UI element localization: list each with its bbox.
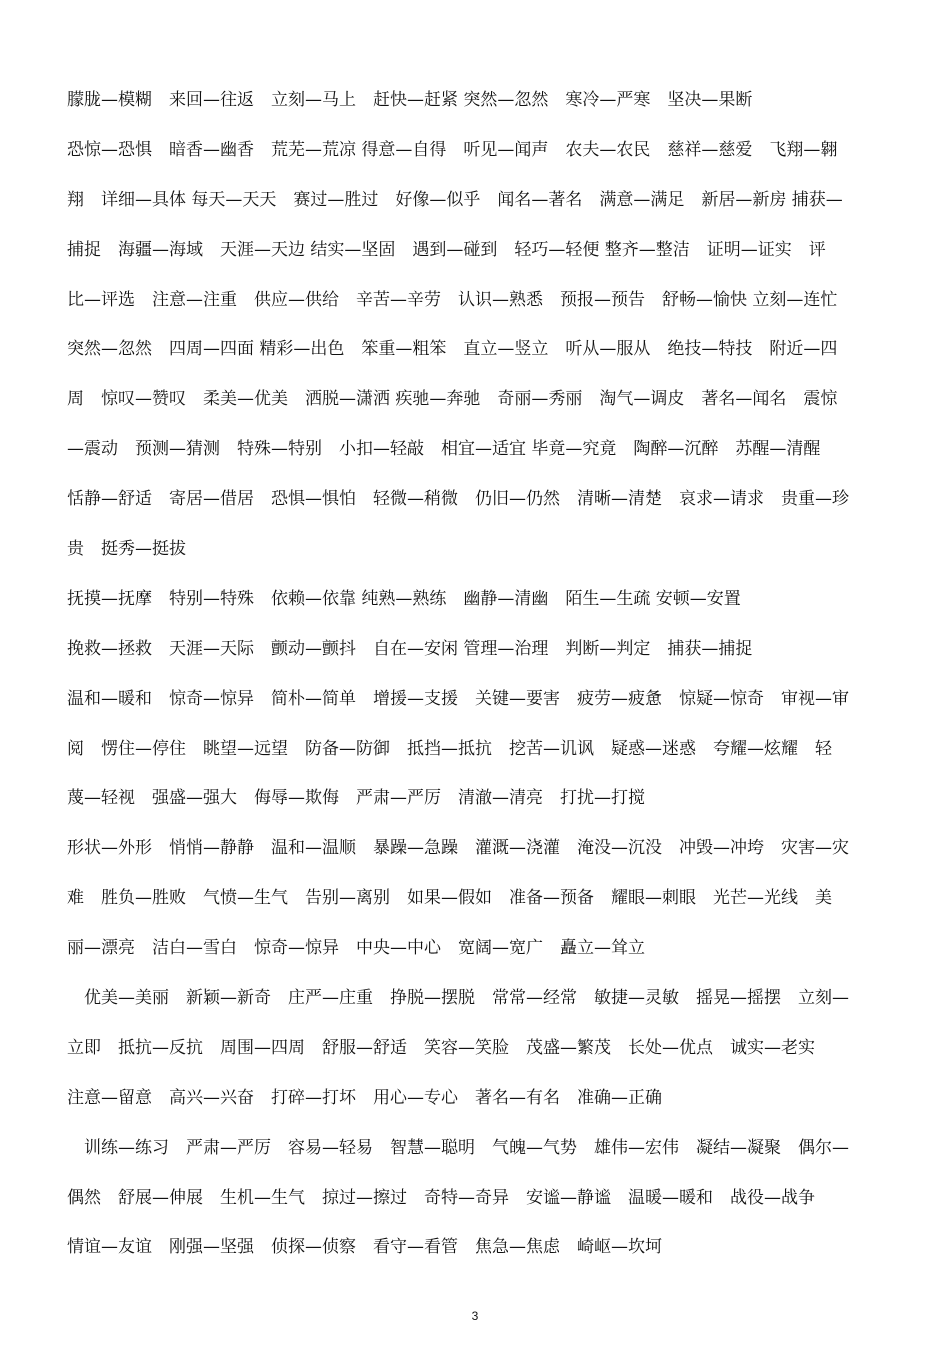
text-line-12: 挽救—拯救 天涯—天际 颤动—颤抖 自在—安闲 管理—治理 判断—判定 捕获—捕捉 [67, 638, 753, 659]
synonym-list [67, 76, 897, 1273]
text-line-1: 朦胧—模糊 来回—往返 立刻—马上 赶快—赶紧 突然—忽然 寒冷—严寒 坚决—果断 [67, 90, 753, 110]
text-line-4: 捕捉 海疆—海域 天涯—天边 结实—坚固 遇到—碰到 轻巧—轻便 整齐—整洁 证明—证实 评 [67, 239, 826, 260]
text-line-5: 比—评选 注意—注重 供应—供给 辛苦—辛劳 认识—熟悉 预报—预告 舒畅—愉快 立刻—连忙 [67, 289, 838, 310]
text-line-22: 训练—练习 严肃—严厉 容易—轻易 智慧—聪明 气魄—气势 雄伟—宏伟 凝结—凝聚 偶尔— [67, 1137, 849, 1158]
text-line-19: 优美—美丽 新颖—新奇 庄严—庄重 挣脱—摆脱 常常—经常 敏捷—灵敏 摇晃—摇摆 立刻— [67, 988, 849, 1009]
text-line-7: 周 惊叹—赞叹 柔美—优美 洒脱—潇洒 疾驰—奔驰 奇丽—秀丽 淘气—调皮 著名—闻名 震惊 [67, 389, 838, 410]
text-line-16: 形状—外形 悄悄—静静 温和—温顺 暴躁—急躁 灌溉—浇灌 淹没—沉没 冲毁—冲垮 灾害—灾 [67, 838, 849, 859]
text-line-11: 抚摸—抚摩 特别—特殊 依赖—依靠 纯熟—熟练 幽静—清幽 陌生—生疏 安顿—安置 [67, 588, 741, 609]
page-number: 3 [471, 1309, 479, 1323]
text-line-15: 蔑—轻视 强盛—强大 侮辱—欺侮 严肃—严厉 清澈—清亮 打扰—打搅 [67, 788, 645, 809]
text-line-10: 贵 挺秀—挺拔 [67, 539, 186, 560]
text-line-3: 翔 详细—具体 每天—天天 赛过—胜过 好像—似乎 闻名—著名 满意—满足 新居—新房 捕获— [67, 189, 843, 210]
text-line-14: 阅 愣住—停住 眺望—远望 防备—防御 抵挡—抵抗 挖苦—讥讽 疑惑—迷惑 夸耀—炫耀 轻 [67, 738, 832, 759]
text-line-20: 立即 抵抗—反抗 周围—四周 舒服—舒适 笑容—笑脸 茂盛—繁茂 长处—优点 诚实—老实 [67, 1037, 815, 1058]
text-line-2: 恐惊—恐惧 暗香—幽香 荒芜—荒凉 得意—自得 听见—闻声 农夫—农民 慈祥—慈爱 飞翔—翱 [67, 139, 838, 160]
text-line-8: —震动 预测—猜测 特殊—特别 小扣—轻敲 相宜—适宜 毕竟—究竟 陶醉—沉醉 苏醒—清醒 [67, 439, 821, 460]
text-line-6: 突然—忽然 四周—四面 精彩—出色 笨重—粗笨 直立—竖立 听从—服从 绝技—特技 附近—四 [67, 339, 838, 360]
text-line-9: 恬静—舒适 寄居—借居 恐惧—惧怕 轻微—稍微 仍旧—仍然 清晰—清楚 哀求—请求 贵重—珍 [67, 489, 849, 510]
text-line-17: 难 胜负—胜败 气愤—生气 告别—离别 如果—假如 准备—预备 耀眼—刺眼 光芒—光线 美 [67, 888, 832, 909]
text-line-24: 情谊—友谊 刚强—坚强 侦探—侦察 看守—看管 焦急—焦虑 崎岖—坎坷 [67, 1237, 662, 1258]
text-line-21: 注意—留意 高兴—兴奋 打碎—打坏 用心—专心 著名—有名 准确—正确 [67, 1087, 662, 1108]
text-line-18: 丽—漂亮 洁白—雪白 惊奇—惊异 中央—中心 宽阔—宽广 矗立—耸立 [67, 938, 645, 959]
text-line-13: 温和—暖和 惊奇—惊异 简朴—简单 增援—支援 关键—要害 疲劳—疲惫 惊疑—惊奇 审视—审 [67, 688, 849, 709]
text-line-23: 偶然 舒展—伸展 生机—生气 掠过—擦过 奇特—奇异 安谧—静谧 温暖—暖和 战役—战争 [67, 1187, 815, 1208]
